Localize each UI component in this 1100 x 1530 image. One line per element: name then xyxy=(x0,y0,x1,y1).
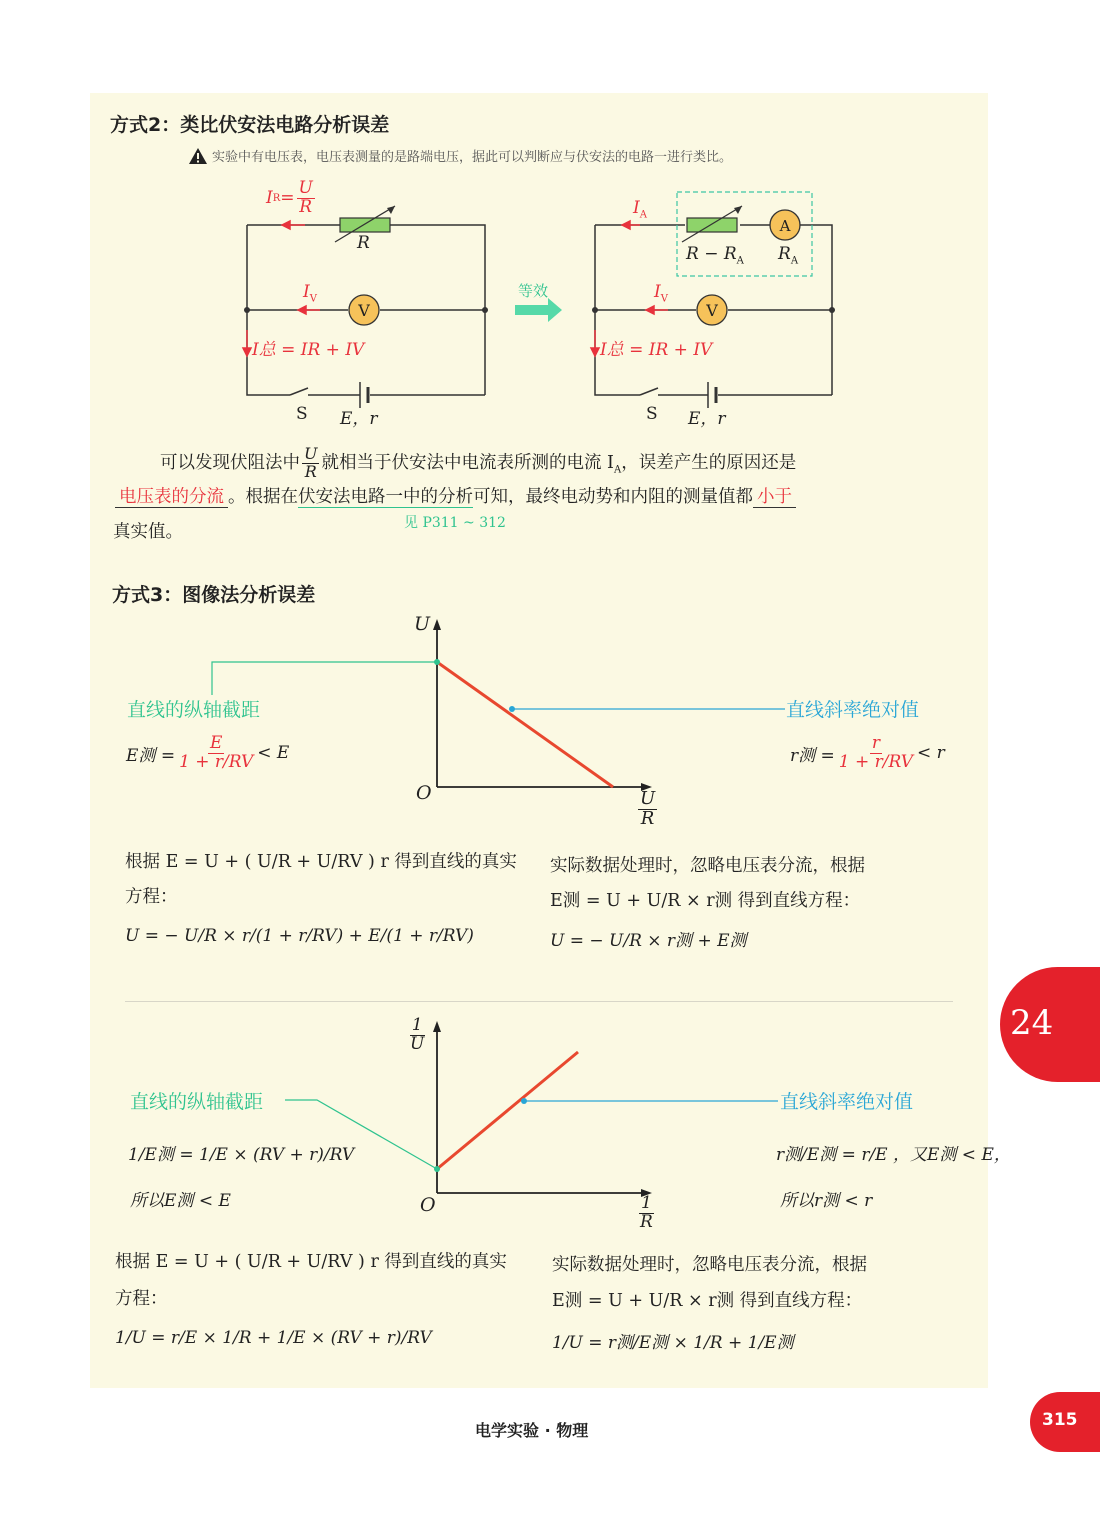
x-axis-label: $\frac{1}{R}$ xyxy=(640,1193,653,1232)
page-number-badge xyxy=(1030,1392,1100,1452)
origin-label: O xyxy=(416,782,432,804)
footer-title: 电学实验 · 物理 xyxy=(475,1421,589,1440)
analysis-line-1: 可以发现伏阻法中 $\frac{U}{R}$ 就相当于伏安法中电流表所测的电流 $I_A$，误差产生的原因还是 xyxy=(160,444,797,481)
y-axis-label: U xyxy=(414,613,431,635)
slope-label: 直线斜率绝对值 xyxy=(786,699,920,721)
measured-equation: U = − U/R × r测 + E测 xyxy=(550,931,747,951)
regression-line xyxy=(437,662,613,787)
itotal-label-left: I总 = IR + IV xyxy=(252,340,365,360)
emf-label: E，r xyxy=(688,409,726,429)
measured-equation-text-2: E测 = U + U/R × r测 得到直线方程： xyxy=(552,1291,863,1311)
slope-conclusion: 所以r测 < r xyxy=(780,1191,873,1211)
measured-equation-text: 实际数据处理时，忽略电压表分流，根据 xyxy=(552,1255,867,1275)
true-equation-text: 根据 E = U + ( U/R + U/RV ) r 得到直线的真实 xyxy=(125,852,517,872)
ia-label: $I_A$ xyxy=(633,198,647,221)
measured-equation-text-2: E测 = U + U/R × r测 得到直线方程： xyxy=(550,891,861,911)
iv-label-left: $I_V$ xyxy=(303,282,317,305)
method2-title: 方式2：类比伏安法电路分析误差 xyxy=(110,114,390,136)
emf-label: E，r xyxy=(340,409,378,429)
equivalence-label: 等效 xyxy=(518,282,549,300)
true-equation: 1/U = r/E × 1/R + 1/E × (RV + r)/RV xyxy=(115,1328,432,1348)
equivalence-arrow-icon xyxy=(515,298,562,322)
rheostat xyxy=(687,218,737,232)
true-equation-label: 方程： xyxy=(115,1289,168,1309)
graph-u-vs-u-over-r xyxy=(120,615,940,845)
intercept-formula: 1/E测 = 1/E × (RV + r)/RV xyxy=(128,1145,355,1165)
method3-title: 方式3：图像法分析误差 xyxy=(112,584,316,606)
true-equation-label: 方程： xyxy=(125,887,178,907)
analysis-line-3: 真实值。 xyxy=(113,522,183,542)
true-equation: U = − U/R × r/(1 + r/RV) + E/(1 + r/RV) xyxy=(125,926,474,946)
intercept-conclusion: 所以E测 < E xyxy=(130,1191,231,1211)
reference-link[interactable]: 伏安法电路一中的分析 xyxy=(298,487,473,507)
origin-label: O xyxy=(420,1194,436,1216)
chapter-tab[interactable] xyxy=(1000,967,1100,1082)
rheostat xyxy=(340,218,390,232)
svg-text:V: V xyxy=(706,301,718,320)
chapter-number: 24 xyxy=(1010,1003,1054,1043)
itotal-label-right: I总 = IR + IV xyxy=(600,340,713,360)
slope-formula: r测/E测 = r/E ，又E测 < E， xyxy=(776,1145,1011,1165)
method2-note: 实验中有电压表，电压表测量的是路端电压，据此可以判断应与伏安法的电路一进行类比。 xyxy=(188,146,732,165)
regression-line xyxy=(437,1052,578,1169)
graph-1u-vs-1r xyxy=(120,1015,940,1215)
x-axis-label: $\frac{U}{R}$ xyxy=(640,788,656,829)
iv-label-right: $I_V$ xyxy=(654,282,668,305)
y-axis-label: $\frac{1}{U}$ xyxy=(410,1015,425,1054)
intercept-label: 直线的纵轴截距 xyxy=(127,699,261,721)
slope-formula: r测 = $\frac{r}{1 + r/RV}$ < r xyxy=(790,733,945,772)
slope-label: 直线斜率绝对值 xyxy=(780,1091,914,1113)
answer-blank-1: 电压表的分流 xyxy=(115,487,228,508)
measured-equation: 1/U = r测/E测 × 1/R + 1/E测 xyxy=(552,1333,794,1353)
ra-label: $R_A$ xyxy=(778,244,799,267)
resistor-label: R xyxy=(357,233,370,253)
true-equation-text: 根据 E = U + ( U/R + U/RV ) r 得到直线的真实 xyxy=(115,1252,507,1272)
ir-label: I R = $\frac{U}{R}$ xyxy=(266,178,313,217)
measured-equation-text: 实际数据处理时，忽略电压表分流，根据 xyxy=(550,856,865,876)
intercept-formula: E测 = $\frac{E}{1 + r/RV}$ < E xyxy=(126,733,290,772)
divider xyxy=(125,1001,953,1002)
r-minus-ra-label: $R - R_A$ xyxy=(686,244,744,267)
page-number: 315 xyxy=(1042,1410,1078,1430)
svg-text:V: V xyxy=(358,301,370,320)
analysis-line-2: 电压表的分流 。根据在伏安法电路一中的分析可知，最终电动势和内阻的测量值都 小于 xyxy=(115,480,975,514)
page-reference: 见 P311 ~ 312 xyxy=(404,515,506,531)
switch-label: S xyxy=(296,404,308,424)
answer-blank-2: 小于 xyxy=(753,487,796,508)
switch-label: S xyxy=(646,404,658,424)
svg-text:A: A xyxy=(779,217,791,235)
warning-icon xyxy=(188,147,208,165)
intercept-label: 直线的纵轴截距 xyxy=(130,1091,264,1113)
